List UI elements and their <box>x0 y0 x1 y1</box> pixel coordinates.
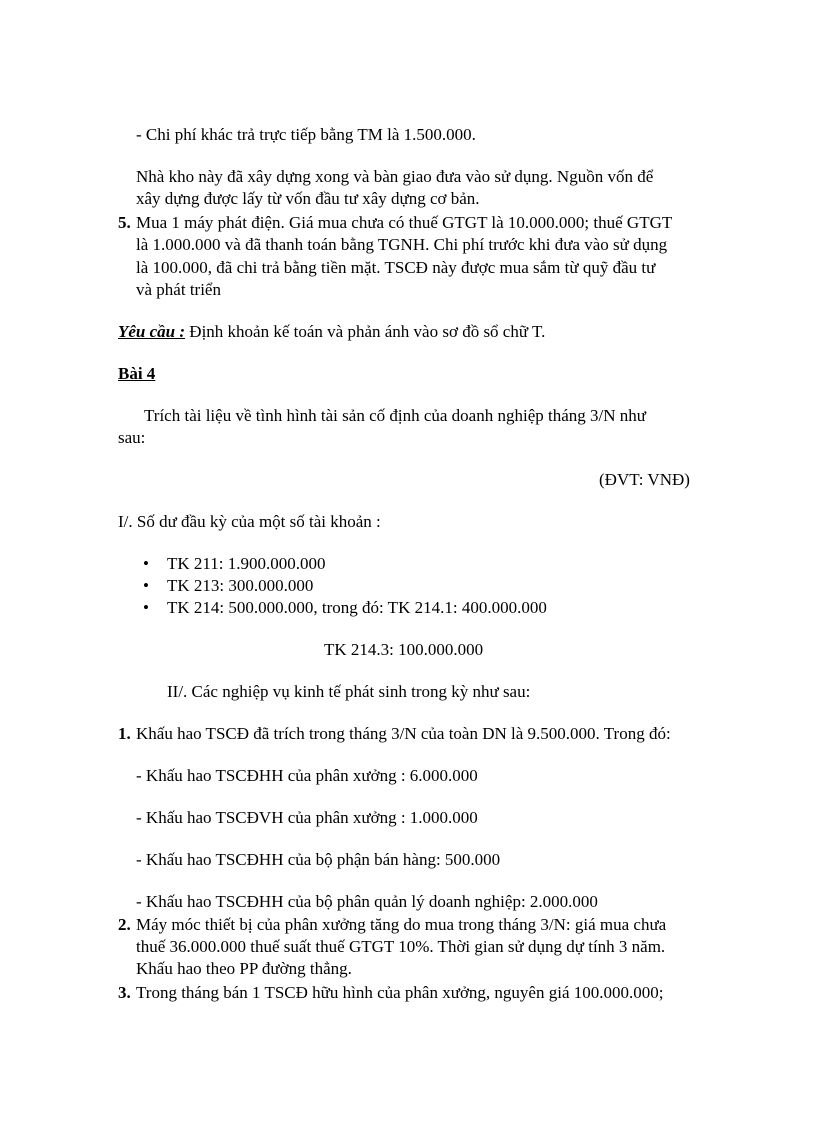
transaction-2-line-1: Máy móc thiết bị của phân xưởng tăng do mua trong tháng 3/N: giá mua chưa <box>136 915 667 934</box>
transactions-heading: II/. Các nghiệp vụ kinh tế phát sinh trong kỳ như sau: <box>167 682 531 701</box>
balance-subline: TK 214.3: 100.000.000 <box>324 640 484 659</box>
balances-heading: I/. Số dư đầu kỳ của một số tài khoản : <box>118 512 381 531</box>
other-cost-line: - Chi phí khác trả trực tiếp bằng TM là 1.500.000. <box>136 125 476 144</box>
transaction-1-text: Khấu hao TSCĐ đã trích trong tháng 3/N của toàn DN là 9.500.000. Trong đó: <box>136 724 671 743</box>
warehouse-line-1: Nhà kho này đã xây dựng xong và bàn giao đưa vào sử dụng. Nguồn vốn để <box>136 167 654 186</box>
requirement-text: Định khoản kế toán và phản ánh vào sơ đồ sổ chữ T. <box>185 322 546 341</box>
warehouse-line-2: xây dựng được lấy từ vốn đầu tư xây dựng cơ bản. <box>136 189 480 208</box>
item-5-number: 5. <box>118 213 131 232</box>
section-title: Bài 4 <box>118 364 156 383</box>
transaction-1-number: 1. <box>118 724 131 743</box>
balance-item-2: TK 213: 300.000.000 <box>167 576 314 595</box>
item-5-line-3: là 100.000, đã chi trả bằng tiền mặt. TSCĐ này được mua sắm từ quỹ đầu tư <box>136 258 656 277</box>
balance-item-3: TK 214: 500.000.000, trong đó: TK 214.1: 400.000.000 <box>167 598 547 617</box>
balance-item-1: TK 211: 1.900.000.000 <box>167 554 326 573</box>
bullet-icon: • <box>143 598 149 617</box>
intro-line-1: Trích tài liệu về tình hình tài sản cố định của doanh nghiệp tháng 3/N như <box>144 406 646 425</box>
depreciation-detail-3: - Khấu hao TSCĐHH của bộ phận bán hàng: 500.000 <box>136 850 501 869</box>
depreciation-detail-1: - Khấu hao TSCĐHH của phân xưởng : 6.000.000 <box>136 766 478 785</box>
depreciation-detail-2: - Khấu hao TSCĐVH của phân xưởng : 1.000.000 <box>136 808 478 827</box>
bullet-icon: • <box>143 576 149 595</box>
item-5-line-1: Mua 1 máy phát điện. Giá mua chưa có thuế GTGT là 10.000.000; thuế GTGT <box>136 213 673 232</box>
transaction-3-number: 3. <box>118 983 131 1002</box>
requirement-label: Yêu cầu : <box>118 322 186 341</box>
depreciation-detail-4: - Khấu hao TSCĐHH của bộ phân quản lý doanh nghiệp: 2.000.000 <box>136 892 598 911</box>
transaction-2-line-2: thuế 36.000.000 thuế suất thuế GTGT 10%. Thời gian sử dụng dự tính 3 năm. <box>136 937 666 956</box>
requirement <box>118 321 545 343</box>
transaction-2-number: 2. <box>118 915 131 934</box>
item-5-line-2: là 1.000.000 và đã thanh toán bằng TGNH. Chi phí trước khi đưa vào sử dụng <box>136 235 668 254</box>
item-5-line-4: và phát triển <box>136 280 221 299</box>
bullet-icon: • <box>143 554 149 573</box>
transaction-3-line-1: Trong tháng bán 1 TSCĐ hữu hình của phân xưởng, nguyên giá 100.000.000; <box>136 983 664 1002</box>
intro-line-2: sau: <box>118 428 146 447</box>
unit-label: (ĐVT: VNĐ) <box>599 470 690 489</box>
transaction-2-line-3: Khấu hao theo PP đường thẳng. <box>136 959 352 978</box>
